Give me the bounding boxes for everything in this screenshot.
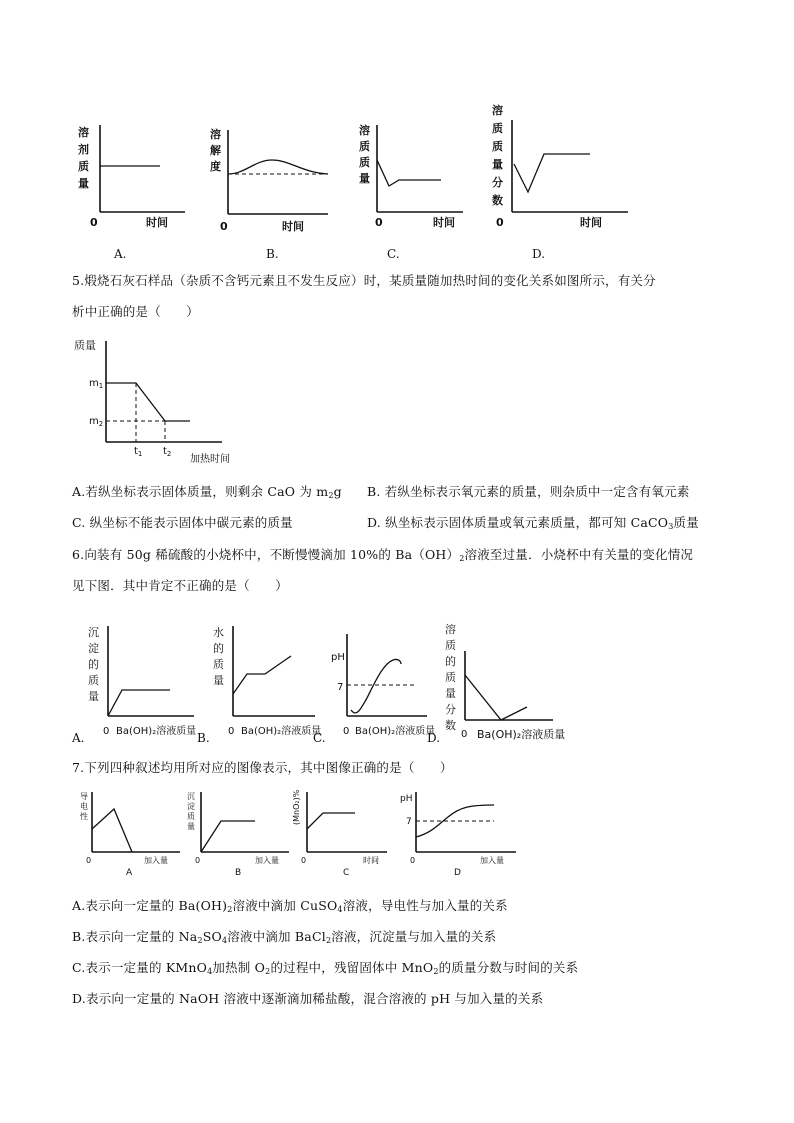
y-label-char: 质 — [492, 140, 503, 153]
y-label-char: 淀 — [88, 642, 99, 655]
y-label-char: 导 — [80, 792, 88, 801]
ph7-label: 7 — [337, 682, 344, 693]
origin-label: 0 — [228, 726, 235, 737]
origin-label: 0 — [375, 216, 383, 229]
m2-label: $m_2$ — [89, 416, 104, 428]
y-label-char: 质 — [88, 674, 99, 687]
x-axis-label: Ba(OH)₂溶液质量 — [241, 726, 322, 737]
y-label-char: 数 — [492, 194, 503, 207]
q7-option-c: C.表示一定量的 KMnO$_4$加热制 $O_2$的过程中，残留固体中 MnO$_2$的质量分数与时间的关系 — [72, 960, 579, 976]
y-label-char: 质 — [492, 122, 503, 135]
option-label: D. — [427, 731, 441, 745]
y-label-char: 的 — [445, 655, 456, 668]
x-axis-label: 加入量 — [255, 856, 279, 865]
y-label-char: 电 — [80, 802, 88, 811]
origin-label: 0 — [195, 856, 201, 865]
curve — [465, 675, 527, 720]
q6-graph-c — [313, 620, 436, 748]
q7-graph-a — [72, 787, 192, 882]
y-label-char: 量 — [187, 822, 195, 831]
y-label-char: 溶 — [445, 623, 456, 636]
x-axis-label: Ba(OH)₂溶液质量 — [355, 726, 436, 737]
q5-option-b: B. 若纵坐标表示氧元素的质量，则杂质中一定含有氧元素 — [367, 484, 690, 499]
q6-graph-d — [425, 617, 590, 747]
option-label: B. — [266, 247, 279, 261]
y-label-char: 量 — [78, 177, 89, 190]
curve — [201, 821, 255, 852]
q7-graph-d — [398, 787, 528, 882]
origin-label: 0 — [103, 726, 110, 737]
y-label-char: 性 — [80, 812, 88, 821]
m1-label: $m_1$ — [89, 378, 104, 390]
y-label-char: 量 — [213, 674, 224, 687]
y-label-char: 的 — [88, 658, 99, 671]
q4-graph-b — [200, 120, 340, 270]
x-axis-label: 时间 — [363, 856, 379, 865]
option-label: C. — [313, 731, 326, 745]
y-label-char: 质 — [187, 812, 195, 821]
y-label-char: 质 — [359, 156, 370, 169]
q6-graph-a — [72, 620, 212, 748]
option-label: D — [454, 868, 461, 878]
x-axis-label: 时间 — [433, 216, 455, 229]
q4-graph-a — [70, 120, 200, 270]
q5-option-c: C. 纵坐标不能表示固体中碳元素的质量 — [72, 515, 293, 530]
q7-graph-b — [185, 787, 295, 882]
option-label: C. — [387, 247, 400, 261]
q5-stem-line1: 5.煅烧石灰石样品（杂质不含钙元素且不发生反应）时，某质量随加热时间的变化关系如图所示，有关分 — [72, 273, 656, 288]
t2-label: $t_2$ — [163, 446, 172, 458]
y-label-char: 量 — [445, 687, 456, 700]
x-axis-label: 加入量 — [480, 856, 504, 865]
y-label-char: 量 — [88, 690, 99, 703]
origin-label: 0 — [86, 856, 92, 865]
origin-label: 0 — [301, 856, 307, 865]
q6-stem-line2: 见下图．其中肯定不正确的是（ ） — [72, 578, 288, 593]
option-label: A — [126, 868, 133, 878]
curve — [351, 659, 401, 712]
y-label-char: 质 — [78, 160, 89, 173]
option-label: B. — [197, 731, 210, 745]
y-label-char: 溶 — [78, 126, 89, 139]
q6-graph-b — [195, 620, 320, 748]
q5-graph — [72, 335, 252, 470]
option-label: A. — [72, 731, 85, 745]
x-axis-label: 时间 — [282, 220, 304, 233]
q4-graph-c — [355, 120, 475, 270]
option-label: D. — [532, 247, 546, 261]
origin-label: 0 — [343, 726, 350, 737]
y-label-char: 水 — [213, 626, 224, 639]
curve — [92, 809, 132, 852]
curve — [106, 383, 190, 421]
q5-option-d: D. 纵坐标表示固体质量或氧元素质量，都可知 CaCO$_3$质量 — [367, 515, 699, 531]
x-axis-label: Ba(OH)₂溶液质量 — [116, 726, 197, 737]
x-axis-label: 时间 — [146, 216, 168, 229]
y-label-char: 度 — [210, 160, 221, 173]
curve — [233, 656, 291, 694]
t1-label: $t_1$ — [134, 446, 143, 458]
x-axis-label: 加热时间 — [190, 454, 230, 465]
curve — [108, 690, 170, 716]
origin-label: 0 — [220, 220, 228, 233]
y-axis-label: pH — [400, 794, 413, 804]
y-axis-label: pH — [331, 652, 345, 663]
curve — [307, 813, 355, 829]
curve — [377, 160, 441, 186]
y-label-char: 量 — [492, 158, 503, 171]
y-label-char: 解 — [210, 144, 221, 157]
y-label-char: 数 — [445, 719, 456, 732]
option-label: A. — [114, 247, 127, 261]
q6-stem-line1: 6.向装有 50g 稀硫酸的小烧杯中，不断慢慢滴加 10%的 $Ba(OH)_2$溶液至过量．小烧杯中有关量的变化情况 — [72, 547, 694, 563]
q5-option-a: A.若纵坐标表示固体质量，则剩余 CaO 为 $m_2g$ — [72, 484, 342, 500]
y-label-char: 剂 — [78, 143, 89, 156]
y-label-char: 溶 — [492, 104, 503, 117]
y-label-char: 淀 — [187, 802, 195, 811]
x-axis-label: 加入量 — [144, 856, 168, 865]
y-axis-label: (MnO₂)% — [292, 789, 301, 825]
q7-option-b: B.表示向一定量的 $Na_2SO_4$溶液中滴加 BaCl$_2$溶液，沉淀量与加入量的关系 — [72, 929, 497, 945]
curve — [228, 160, 328, 174]
origin-label: 0 — [90, 216, 98, 229]
y-axis-label: 质量 — [74, 339, 96, 352]
q7-graph-c — [287, 787, 397, 882]
y-label-char: 质 — [213, 658, 224, 671]
y-label-char: 分 — [492, 176, 503, 189]
y-label-char: 溶 — [210, 128, 221, 141]
x-axis-label: 时间 — [580, 216, 602, 229]
y-label-char: 质 — [359, 140, 370, 153]
option-label: C — [343, 868, 350, 878]
q4-graph-d — [490, 100, 640, 270]
option-label: B — [235, 868, 242, 878]
ph7-label: 7 — [406, 817, 412, 827]
y-label-char: 质 — [445, 671, 456, 684]
origin-label: 0 — [461, 729, 468, 740]
origin-label: 0 — [496, 216, 504, 229]
y-label-char: 的 — [213, 642, 224, 655]
q5-stem-line2: 析中正确的是（ ） — [72, 304, 200, 319]
y-label-char: 沉 — [88, 626, 99, 639]
y-label-char: 量 — [359, 172, 370, 185]
y-label-char: 溶 — [359, 124, 370, 137]
y-label-char: 沉 — [187, 792, 195, 801]
y-label-char: 质 — [445, 639, 456, 652]
q7-option-a: A.表示向一定量的 $Ba(OH)_2$溶液中滴加 CuSO$_4$溶液，导电性与加入量的关系 — [72, 898, 508, 914]
y-label-char: 分 — [445, 703, 456, 716]
origin-label: 0 — [410, 856, 416, 865]
q7-stem: 7.下列四种叙述均用所对应的图像表示，其中图像正确的是（ ） — [72, 760, 453, 775]
x-axis-label: Ba(OH)₂溶液质量 — [477, 728, 566, 741]
q7-option-d: D.表示向一定量的 NaOH 溶液中逐渐滴加稀盐酸，混合溶液的 pH 与加入量的关系 — [72, 991, 544, 1006]
curve — [514, 154, 590, 192]
